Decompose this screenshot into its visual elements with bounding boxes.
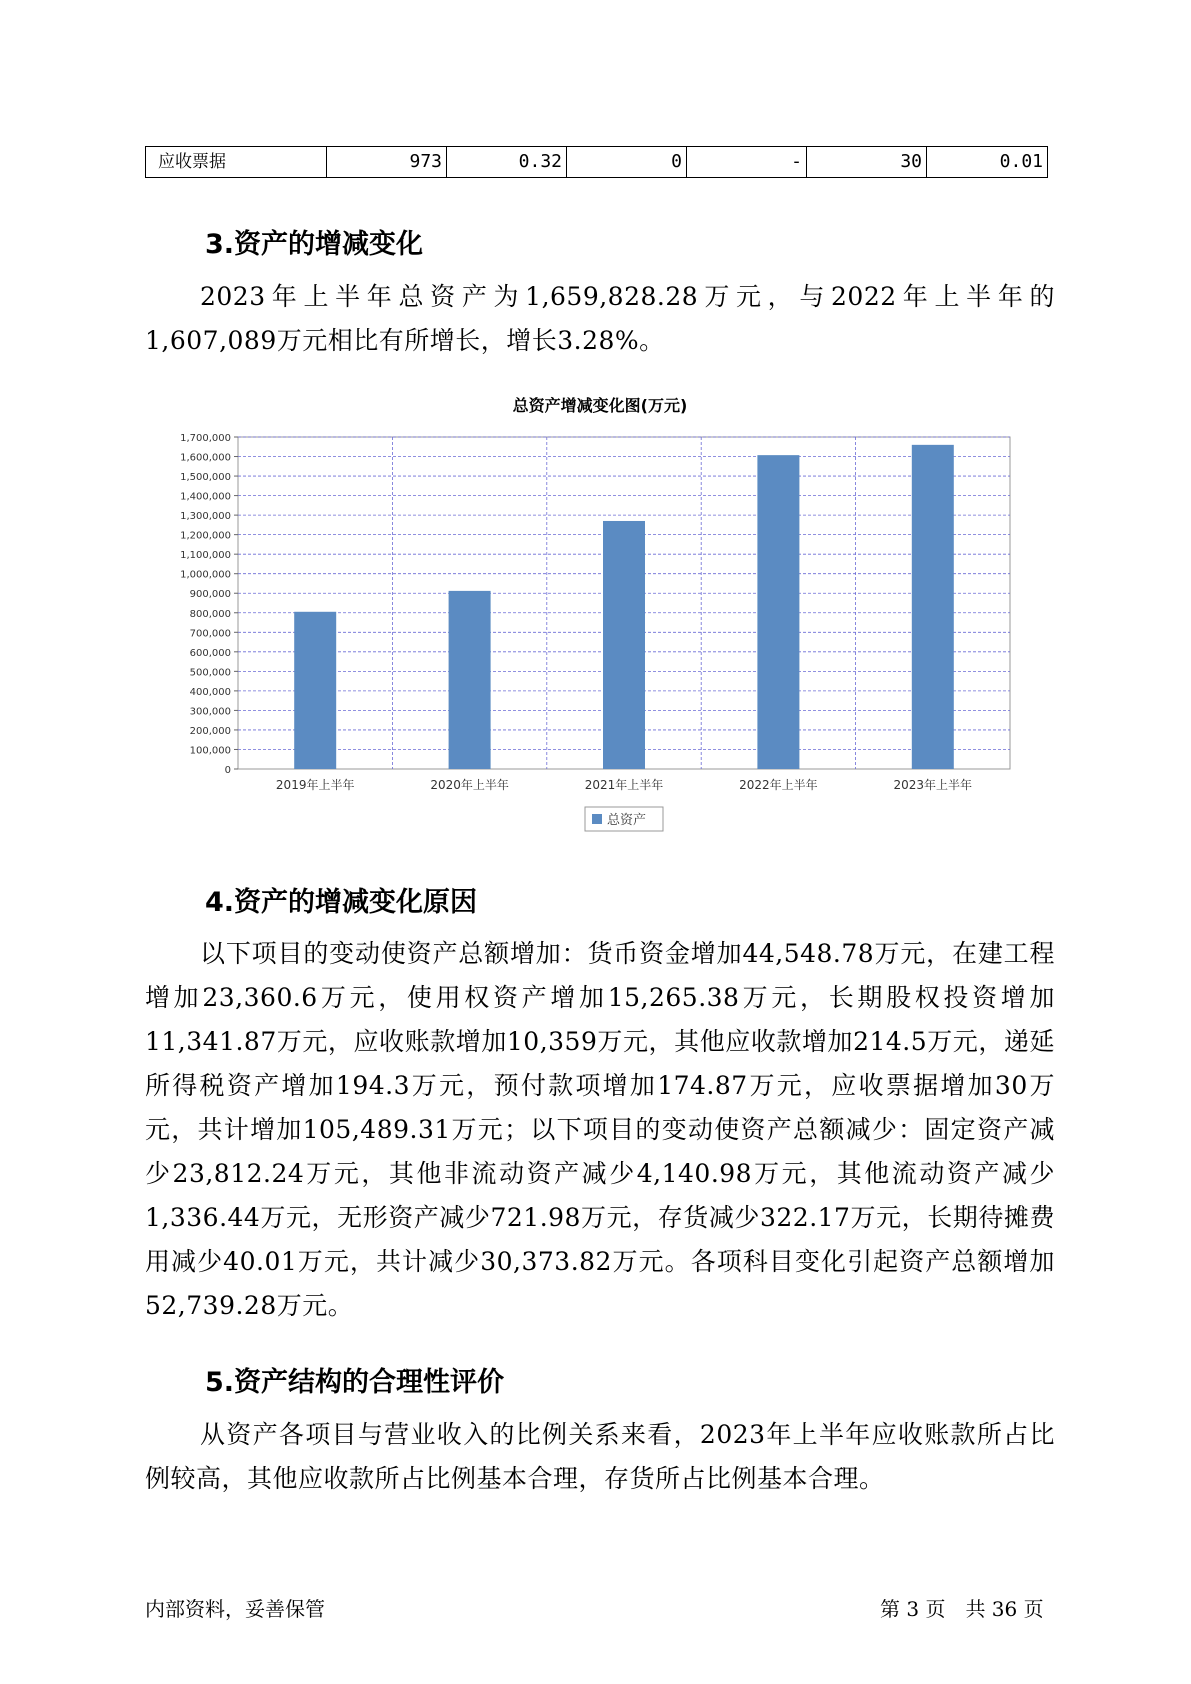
row-cell-1: 973	[327, 147, 447, 177]
y-tick-label: 300,000	[189, 706, 231, 718]
bar-3	[603, 521, 645, 769]
x-tick-label: 2021年上半年	[584, 778, 664, 792]
bar-5	[912, 445, 954, 769]
y-tick-label: 1,100,000	[180, 550, 231, 562]
y-tick-label: 800,000	[189, 608, 231, 620]
row-cell-6: 0.01	[999, 151, 1043, 172]
x-tick-label: 2022年上半年	[739, 778, 818, 792]
row-cell-2: 0.32	[447, 147, 567, 177]
x-tick-label: 2023年上半年	[893, 778, 973, 792]
y-tick-label: 400,000	[189, 686, 231, 698]
section-4-paragraph: 以下项目的变动使资产总额增加：货币资金增加44,548.78万元，在建工程增加23,360.6万元，使用权资产增加15,265.38万元，长期股权投资增加11,341.87万元，应收账款增加10,359万元，其他应收款增加214.5万元，递延所得税资产增加194.3万元，预付款项增加174.87万元，应收票据增加30万元，共计增加105,489.31万元；以下项目的变动使资产总额减少：固定资产减少23,812.24万元，其他非流动资产减少4,140.98万元，其他流动资产减少1,336.44万元，无形资产减少721.98万元，存货减少322.17万元，长期待摊费用减少40.01万元，共计减少30,373.82万元。各项科目变化引起资产总额增加52,739.28万元。	[145, 939, 1055, 1320]
y-tick-label: 500,000	[189, 667, 231, 679]
y-tick-label: 600,000	[189, 647, 231, 659]
y-tick-label: 0	[224, 765, 231, 776]
y-tick-label: 100,000	[189, 745, 231, 757]
y-tick-label: 1,400,000	[180, 491, 231, 503]
x-tick-label: 2019年上半年	[275, 778, 355, 792]
footer-page-number: 第 3 页 共 36 页	[880, 1597, 1044, 1621]
y-tick-label: 700,000	[189, 628, 231, 640]
row-cell-4: -	[687, 147, 807, 177]
y-tick-label: 1,200,000	[180, 530, 231, 542]
y-tick-label: 200,000	[189, 725, 231, 737]
row-cell-3: 0	[567, 147, 687, 177]
section-5-paragraph: 从资产各项目与营业收入的比例关系来看，2023年上半年应收账款所占比例较高，其他应收款所占比例基本合理，存货所占比例基本合理。	[145, 1420, 1055, 1493]
y-tick-label: 1,500,000	[180, 472, 231, 484]
footer-confidential-note: 内部资料，妥善保管	[145, 1597, 325, 1621]
bar-1	[294, 612, 336, 769]
section-4-heading: 4.资产的增减变化原因	[205, 887, 478, 918]
legend-swatch	[592, 814, 602, 824]
y-tick-label: 1,700,000	[180, 433, 231, 444]
bar-2	[449, 591, 491, 769]
chart-title: 总资产增减变化图(万元)	[512, 396, 688, 415]
row-label: 应收票据	[146, 147, 327, 177]
assets-table-row	[145, 146, 1048, 178]
legend-label: 总资产	[607, 813, 647, 828]
total-assets-bar-chart	[145, 420, 1025, 840]
section-3-paragraph: 2023年上半年总资产为1,659,828.28万元，与2022年上半年的1,607,089万元相比有所增长，增长3.28%。	[145, 282, 1055, 355]
y-tick-label: 1,600,000	[180, 452, 231, 464]
section-5-heading: 5.资产结构的合理性评价	[205, 1367, 505, 1398]
y-tick-label: 1,000,000	[180, 569, 231, 581]
row-cell-5: 30	[807, 147, 927, 177]
section-3-heading: 3.资产的增减变化	[205, 229, 424, 260]
bar-4	[757, 455, 799, 769]
y-tick-label: 1,300,000	[180, 511, 231, 523]
x-tick-label: 2020年上半年	[430, 778, 509, 792]
y-tick-label: 900,000	[189, 589, 231, 601]
